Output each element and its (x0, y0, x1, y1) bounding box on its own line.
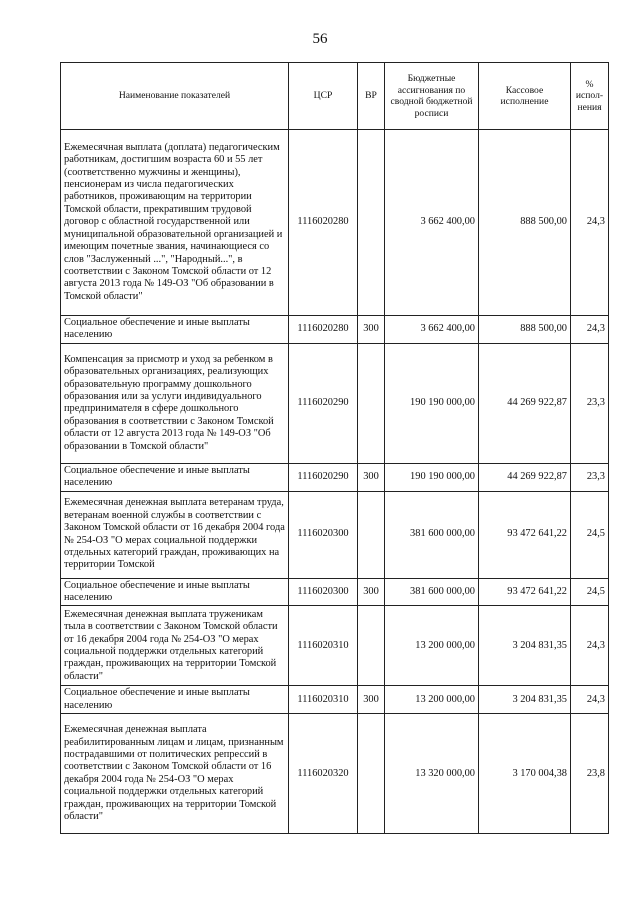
table-row (61, 491, 609, 578)
table-row (61, 606, 609, 686)
row-cash: 44 269 922,87 (479, 463, 571, 491)
table-header-row (61, 63, 609, 130)
table-row (61, 343, 609, 463)
row-code: 1116020320 (289, 714, 358, 834)
header-pct: % испол-нения (571, 63, 609, 130)
row-plan: 13 320 000,00 (385, 714, 479, 834)
row-plan: 3 662 400,00 (385, 130, 479, 316)
row-name: Ежемесячная денежная выплата реабилитированным лицам и лицам, признанным пострадавшими от политических репрессий в соответствии с Законом Томской области от 16 декабря 2004 года № 254-ОЗ "О мерах социальной поддержки отдельных категорий граждан, проживающих на территории Томской области" (61, 714, 289, 834)
row-plan: 381 600 000,00 (385, 491, 479, 578)
row-plan: 13 200 000,00 (385, 686, 479, 714)
table-row (61, 578, 609, 606)
row-name: Социальное обеспечение и иные выплаты населению (61, 316, 289, 344)
row-vr (358, 130, 385, 316)
row-pct: 24,3 (571, 130, 609, 316)
table-row (61, 130, 609, 316)
row-vr: 300 (358, 316, 385, 344)
row-pct: 24,3 (571, 316, 609, 344)
row-vr (358, 714, 385, 834)
row-pct: 23,8 (571, 714, 609, 834)
row-cash: 93 472 641,22 (479, 491, 571, 578)
table-row (61, 686, 609, 714)
row-name: Ежемесячная денежная выплата труженикам тыла в соответствии с Законом Томской области от 16 декабря 2004 года № 254-ОЗ "О мерах социальной поддержки отдельных категорий граждан, проживающих на территории Томской области" (61, 606, 289, 686)
row-code: 1116020290 (289, 343, 358, 463)
row-vr: 300 (358, 578, 385, 606)
row-cash: 3 170 004,38 (479, 714, 571, 834)
budget-execution-table (60, 62, 609, 834)
row-code: 1116020280 (289, 316, 358, 344)
row-code: 1116020300 (289, 578, 358, 606)
row-vr: 300 (358, 463, 385, 491)
row-vr (358, 491, 385, 578)
row-vr (358, 343, 385, 463)
row-pct: 24,5 (571, 578, 609, 606)
row-cash: 3 204 831,35 (479, 686, 571, 714)
row-cash: 93 472 641,22 (479, 578, 571, 606)
table-row (61, 463, 609, 491)
row-code: 1116020310 (289, 606, 358, 686)
row-name: Компенсация за присмотр и уход за ребенком в образовательных организациях, реализующих образовательную программу дошкольного образования или за услуги индивидуального предпринимателя в сфере дошкольного образования в соответствии с Законом Томской области от 12 августа 2013 года № 149-ОЗ "Об образовании в Томской области" (61, 343, 289, 463)
header-code: ЦСР (289, 63, 358, 130)
header-vr: ВР (358, 63, 385, 130)
row-code: 1116020310 (289, 686, 358, 714)
row-cash: 888 500,00 (479, 130, 571, 316)
row-plan: 3 662 400,00 (385, 316, 479, 344)
row-code: 1116020280 (289, 130, 358, 316)
row-name: Социальное обеспечение и иные выплаты населению (61, 463, 289, 491)
row-plan: 381 600 000,00 (385, 578, 479, 606)
row-name: Социальное обеспечение и иные выплаты населению (61, 686, 289, 714)
row-pct: 23,3 (571, 343, 609, 463)
row-pct: 24,3 (571, 686, 609, 714)
table-row (61, 316, 609, 344)
row-vr: 300 (358, 686, 385, 714)
row-code: 1116020290 (289, 463, 358, 491)
row-pct: 24,3 (571, 606, 609, 686)
header-plan: Бюджетные ассигнования по сводной бюджетной росписи (385, 63, 479, 130)
page-number: 56 (312, 31, 328, 47)
row-name: Социальное обеспечение и иные выплаты населению (61, 578, 289, 606)
row-name: Ежемесячная выплата (доплата) педагогическим работникам, достигшим возраста 60 и 55 лет (соответственно мужчины и женщины), пенсионерам из числа педагогических работников, проживающим на территории Томской области, прекратившим трудовой договор с областной государственной или муниципальной образовательной организацией и имеющим почетные звания, начинающиеся со слов "Заслуженный ...", "Народный...", в соответствии с Законом Томской области от 12 августа 2013 года № 149-ОЗ "Об образовании в Томской области" (61, 130, 289, 316)
row-plan: 13 200 000,00 (385, 606, 479, 686)
table-row (61, 714, 609, 834)
row-plan: 190 190 000,00 (385, 343, 479, 463)
row-cash: 44 269 922,87 (479, 343, 571, 463)
row-vr (358, 606, 385, 686)
row-pct: 24,5 (571, 491, 609, 578)
header-cash: Кассовое исполнение (479, 63, 571, 130)
row-name: Ежемесячная денежная выплата ветеранам труда, ветеранам военной службы в соответствии с Законом Томской области от 16 декабря 2004 года № 254-ОЗ "О мерах социальной поддержки отдельных категорий граждан, проживающих на территории Томской (61, 491, 289, 578)
row-cash: 888 500,00 (479, 316, 571, 344)
row-plan: 190 190 000,00 (385, 463, 479, 491)
row-code: 1116020300 (289, 491, 358, 578)
row-pct: 23,3 (571, 463, 609, 491)
row-cash: 3 204 831,35 (479, 606, 571, 686)
header-name: Наименование показателей (61, 63, 289, 130)
